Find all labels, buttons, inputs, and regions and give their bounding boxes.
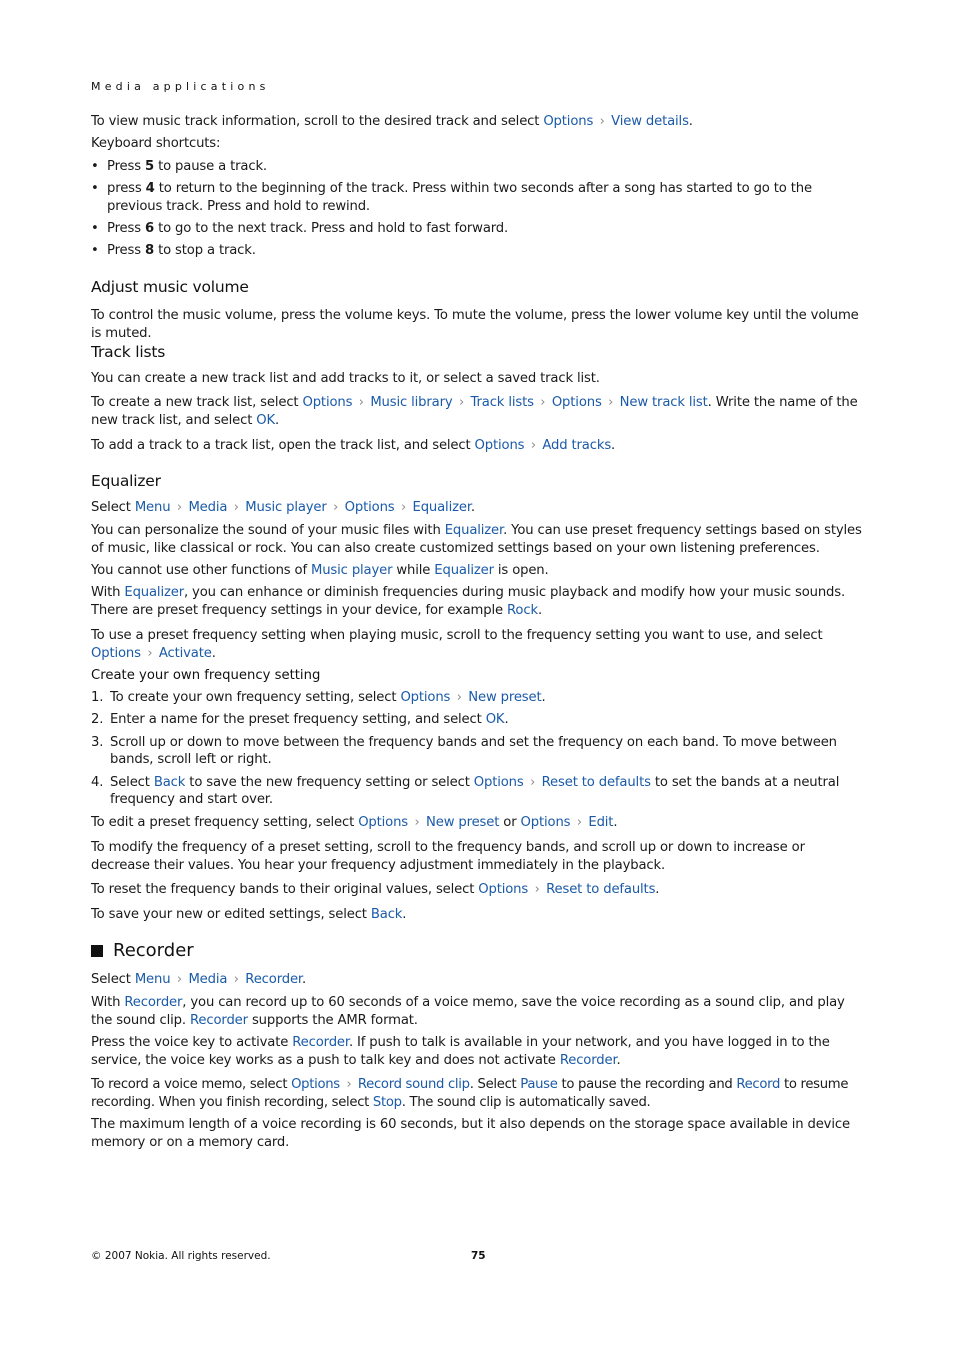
view-details-link[interactable]: View details <box>611 114 689 129</box>
options-link[interactable]: Options <box>543 114 594 129</box>
track-lists-paragraph-2: To create a new track list, select Options › Music library › Track lists › Options › New track list. Write the name of the new track list, and select OK. <box>91 395 858 428</box>
options-link[interactable]: Options <box>291 1077 340 1092</box>
recorder-paragraph-1: With Recorder, you can record up to 60 seconds of a voice memo, save the voice recording as a sound clip, and play the sound clip. Recorder supports the AMR format. <box>91 995 845 1028</box>
chevron-right-icon: › <box>414 815 420 830</box>
section-heading-volume: Adjust music volume <box>91 278 249 296</box>
back-link[interactable]: Back <box>370 907 403 922</box>
new-preset-link[interactable]: New preset <box>426 815 500 830</box>
list-item: • Press 6 to go to the next track. Press and hold to fast forward. <box>91 220 864 238</box>
chevron-right-icon: › <box>599 114 605 129</box>
reset-to-defaults-link[interactable]: Reset to defaults <box>546 882 656 897</box>
steps-list <box>91 689 864 809</box>
recorder-paragraph-4: The maximum length of a voice recording is 60 seconds, but it also depends on the storage space available in device memory or on a memory card. <box>91 1117 850 1150</box>
equalizer-paragraph-2: You cannot use other functions of Music player while Equalizer is open. <box>91 563 549 578</box>
music-player-link[interactable]: Music player <box>311 563 393 578</box>
track-lists-paragraph-1: You can create a new track list and add tracks to it, or select a saved track list. <box>91 371 600 386</box>
recorder-select-path: Select Menu › Media › Recorder. <box>91 972 307 987</box>
equalizer-link[interactable]: Equalizer <box>434 563 494 578</box>
record-sound-clip-link[interactable]: Record sound clip <box>357 1077 470 1092</box>
equalizer-paragraph-3: With Equalizer, you can enhance or diminish frequencies during music playback and modify how your music sounds. There are preset frequency settings in your device, for example Rock. <box>91 585 846 618</box>
options-link[interactable]: Options <box>473 774 524 790</box>
record-link[interactable]: Record <box>736 1077 781 1092</box>
track-lists-link[interactable]: Track lists <box>470 395 534 410</box>
equalizer-paragraph-4: To use a preset frequency setting when playing music, scroll to the frequency setting you want to use, and select Options › Activate. <box>91 628 823 661</box>
options-link[interactable]: Options <box>302 395 353 410</box>
chevron-right-icon: › <box>358 395 364 410</box>
recorder-link[interactable]: Recorder <box>245 972 302 987</box>
options-link[interactable]: Options <box>344 500 395 515</box>
chevron-right-icon: › <box>233 500 239 515</box>
volume-paragraph: To control the music volume, press the volume keys. To mute the volume, press the lower volume key until the volume is muted. <box>91 308 859 341</box>
chevron-right-icon: › <box>534 882 540 897</box>
list-item: 3. Scroll up or down to move between the frequency bands and set the frequency on each band. To move between bands, scroll left or right. <box>91 734 837 767</box>
subheading-create-frequency: Create your own frequency setting <box>91 668 321 683</box>
section-heading-recorder: Recorder <box>91 940 864 962</box>
list-item: • press 4 to return to the beginning of the track. Press within two seconds after a song has started to go to the previous track. Press and hold to rewind. <box>91 180 864 215</box>
media-link[interactable]: Media <box>188 972 228 987</box>
activate-link[interactable]: Activate <box>158 645 212 661</box>
chevron-right-icon: › <box>176 972 182 987</box>
ok-link[interactable]: OK <box>485 712 505 727</box>
chevron-right-icon: › <box>456 690 462 705</box>
chevron-right-icon: › <box>576 815 582 830</box>
equalizer-paragraph-1: You can personalize the sound of your music files with Equalizer. You can use preset frequency settings based on styles of music, like classical or rock. You can also create customized settings based on your own listening preferences. <box>91 523 862 556</box>
square-bullet-icon <box>91 945 103 957</box>
options-link[interactable]: Options <box>358 815 409 830</box>
chevron-right-icon: › <box>530 438 536 453</box>
options-link[interactable]: Options <box>520 815 571 830</box>
section-heading-track-lists: Track lists <box>91 343 166 361</box>
shortcuts-title: Keyboard shortcuts: <box>91 136 221 151</box>
options-link[interactable]: Options <box>478 882 529 897</box>
equalizer-link[interactable]: Equalizer <box>412 500 471 515</box>
equalizer-link[interactable]: Equalizer <box>444 523 504 538</box>
list-item: 1. To create your own frequency setting, select Options › New preset. <box>91 690 546 705</box>
stop-link[interactable]: Stop <box>372 1094 402 1110</box>
list-item: • Press 8 to stop a track. <box>91 242 864 260</box>
recorder-link[interactable]: Recorder <box>124 995 183 1010</box>
recorder-paragraph-3: To record a voice memo, select Options › Record sound clip. Select Pause to pause the recording and Record to resume recording. When you finish recording, select Stop. The sound clip is automatically saved. <box>91 1077 849 1110</box>
list-item: • Press 5 to pause a track. <box>91 158 864 176</box>
recorder-paragraph-2: Press the voice key to activate Recorder. If push to talk is available in your network, and you have logged in to the service, the voice key works as a push to talk key and does not activate Recorder. <box>91 1035 830 1068</box>
music-library-link[interactable]: Music library <box>370 395 453 410</box>
chevron-right-icon: › <box>400 500 407 515</box>
equalizer-link[interactable]: Equalizer <box>124 585 184 600</box>
menu-link[interactable]: Menu <box>134 972 171 987</box>
shortcut-list <box>91 158 864 259</box>
list-item: 4. Select Back to save the new frequency setting or select Options › Reset to defaults to set the bands at a neutral frequency and start over. <box>91 774 840 807</box>
options-link[interactable]: Options <box>551 395 602 410</box>
recorder-link[interactable]: Recorder <box>292 1035 349 1050</box>
chevron-right-icon: › <box>540 395 546 410</box>
options-link[interactable]: Options <box>400 690 451 705</box>
chevron-right-icon: › <box>233 972 239 987</box>
media-link[interactable]: Media <box>188 500 228 515</box>
chevron-right-icon: › <box>333 500 339 515</box>
options-link[interactable]: Options <box>91 645 141 661</box>
copyright-footer: © 2007 Nokia. All rights reserved. <box>91 1250 271 1262</box>
recorder-link[interactable]: Recorder <box>190 1012 248 1028</box>
equalizer-paragraph-7: To reset the frequency bands to their original values, select Options › Reset to defaults. <box>91 882 660 897</box>
options-link[interactable]: Options <box>474 438 525 453</box>
pause-link[interactable]: Pause <box>520 1077 558 1092</box>
chevron-right-icon: › <box>530 774 536 790</box>
running-header: Media applications <box>91 80 270 93</box>
chevron-right-icon: › <box>346 1077 352 1092</box>
chevron-right-icon: › <box>608 395 614 410</box>
add-tracks-link[interactable]: Add tracks <box>542 438 612 453</box>
edit-link[interactable]: Edit <box>588 815 614 830</box>
equalizer-paragraph-6: To modify the frequency of a preset setting, scroll to the frequency bands, and scroll up or down to increase or decrease their values. You hear your frequency adjustment immediately in the playback. <box>91 840 805 873</box>
equalizer-paragraph-8: To save your new or edited settings, select Back. <box>91 907 407 922</box>
section-heading-equalizer: Equalizer <box>91 472 161 490</box>
back-link[interactable]: Back <box>153 774 186 790</box>
recorder-link[interactable]: Recorder <box>559 1052 617 1068</box>
new-preset-link[interactable]: New preset <box>468 690 542 705</box>
ok-link[interactable]: OK <box>256 412 276 428</box>
equalizer-paragraph-5: To edit a preset frequency setting, select Options › New preset or Options › Edit. <box>91 815 618 830</box>
list-item: 2. Enter a name for the preset frequency setting, and select OK. <box>91 712 509 727</box>
new-track-list-link[interactable]: New track list <box>619 395 708 410</box>
menu-link[interactable]: Menu <box>134 500 171 515</box>
reset-to-defaults-link[interactable]: Reset to defaults <box>541 774 651 790</box>
chevron-right-icon: › <box>147 645 153 661</box>
equalizer-select-path: Select Menu › Media › Music player › Options › Equalizer. <box>91 500 475 515</box>
view-details-paragraph: To view music track information, scroll to the desired track and select Options › View details. <box>91 114 693 129</box>
chevron-right-icon: › <box>459 395 465 410</box>
track-lists-paragraph-3: To add a track to a track list, open the track list, and select Options › Add tracks. <box>91 438 616 453</box>
music-player-link[interactable]: Music player <box>245 500 327 515</box>
rock-link[interactable]: Rock <box>507 602 538 618</box>
chevron-right-icon: › <box>176 500 182 515</box>
page-number: 75 <box>471 1250 486 1262</box>
